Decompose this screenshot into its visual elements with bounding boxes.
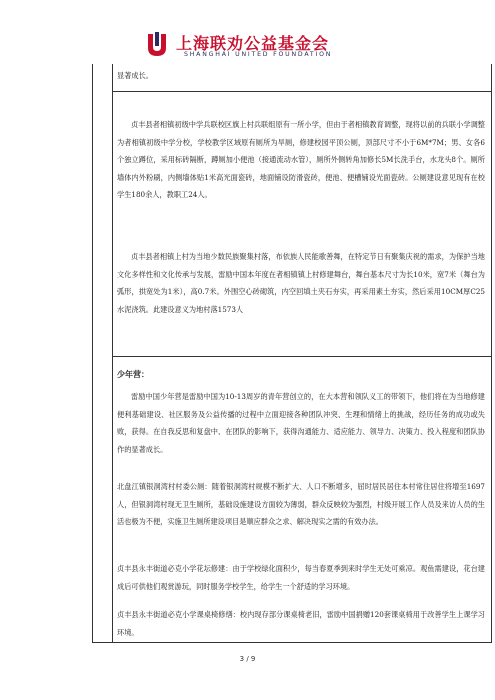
table-left-column-border	[112, 64, 113, 642]
paragraph-stage-project: 贞丰县者相镇上村为当地少数民族聚集村落，布依族人民能歌善舞，在特定节日有聚集庆祝的需求，为保护当地文化多样性和文化传承与发展，雷励中国本年度在者相镇镇上村修建舞台，舞台基本尺寸为长10米，宽7米（舞台为弧形，拱宽处为1米），高0.7米。外围空心砖砌筑，内空回填土夹石夯实，再采用素土夯实，然后采用10CM厚C25水泥浇筑。此建设意义为地村落1573人	[117, 252, 485, 314]
foundation-name-english: SHANGHAI UNITED FOUNDATION	[184, 51, 333, 58]
table-row-divider	[112, 91, 491, 92]
document-table	[92, 64, 492, 643]
paragraph-continuation: 显著成长。	[117, 71, 153, 80]
page-number: 3 / 9	[239, 655, 256, 663]
foundation-name: 上海联劝公益基金会	[176, 34, 330, 53]
section-heading-youth-camp: 少年营：	[117, 369, 149, 379]
table-row-divider	[112, 356, 491, 357]
paragraph-toilet-project: 贞丰县者相镇初级中学兵联校区旗上村兵联组原有一所小学，但由于者相镇教育调整，现将以前的兵联小学调整为者相镇初级中学分校，学校教学区域原有厕所为旱厕，修建校园平顶公厕，顶部尺寸不小于6M*7M；男、女各6个独立蹲位，采用标砖隔断，蹲厕加小便池（接通流动水管），厕所外侧转角加修长5M长洗手台，水龙头8个。厕所墙体内外粉刷，内侧墙体贴1米高光面瓷砖，地面铺设防滑瓷砖，便池、便槽铺设光面瓷砖。公厕建设意见现有在校学生180余人，教职工24人。	[117, 120, 485, 200]
paragraph-village-toilet: 北盘江镇银洞湾村村委公厕：随着银洞湾村规模不断扩大、人口不断增多，屈时居民居住本村常住居住将增至1697人，但银洞湾村现无卫生厕所，基础设施建设方面较为薄弱，群众反映较为强烈，村级开展工作人员及来访人员的生活也极为不便，实施卫生厕所建设项目是顺应群众之求、解决现实之需的有效办法。	[117, 482, 485, 527]
paragraph-youth-camp: 雷励中国少年营是雷励中国为10-13周岁的青年营创立的，在大本营和领队义工的带领下，他们将在为当地修建便利基础建设、社区服务及公益传播的过程中立面迎接各种团队冲突、生理和情绪上的挑战，经历任务的成功或失败，获得。在自我反思和复盘中、在团队的影响下，获得沟通能力、适应能力、领导力、决策力、投入程度和团队协作的显著成长。	[117, 392, 485, 454]
foundation-logo-icon	[146, 32, 168, 58]
paragraph-flower-bed: 贞丰县永丰街道必克小学花坛修建：由于学校绿化面积少，每当春夏季到来时学生无处可乘凉。观鱼需建设，花台建成后可供他们观赏游玩，同时服务学校学生，给学生一个舒适的学习环境。	[117, 564, 485, 591]
paragraph-desks: 贞丰县永丰街道必克小学课桌椅修缮：校内现存部分课桌椅老旧，雷励中国捐赠120套课桌椅用于改善学生上课学习环境。	[117, 610, 485, 637]
page-header	[0, 0, 495, 66]
